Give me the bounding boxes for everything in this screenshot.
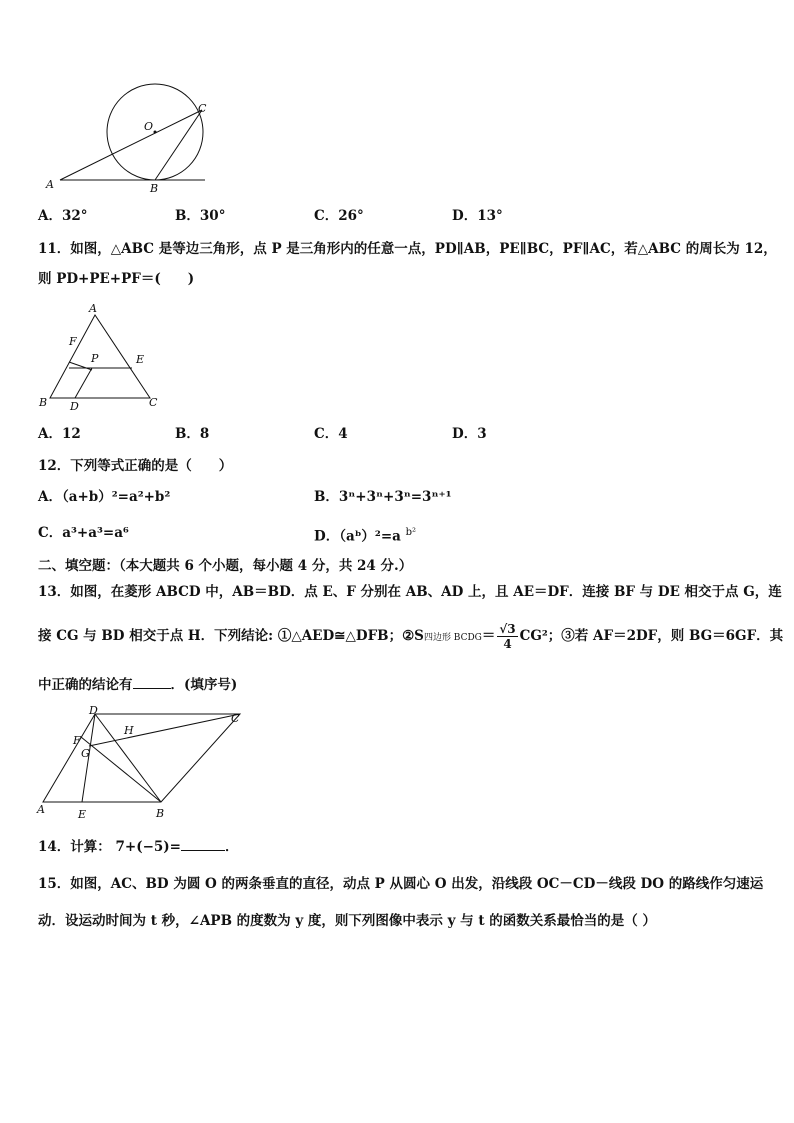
q11-label-d: D — [70, 400, 79, 413]
q11-figure — [35, 300, 170, 415]
q13-line2-part-a: 接 CG 与 BD 相交于点 H．下列结论: ①△AED≅△DFB；②S — [38, 628, 424, 644]
q10-option-b: B．30° — [175, 208, 226, 224]
q11-option-d: D．3 — [452, 426, 487, 442]
q10-label-b: B — [150, 182, 159, 195]
q12-option-c: C．a³+a³=a⁶ — [38, 525, 129, 541]
q13-label-h: H — [124, 724, 134, 737]
q10-label-a: A — [46, 178, 54, 191]
q12-option-d-exponent: b² — [405, 527, 417, 538]
q13-line2-part-b: CG²；③若 AF＝2DF，则 BG＝6GF．其 — [519, 628, 784, 644]
q11-label-f: F — [69, 335, 77, 348]
q13-label-g: G — [81, 747, 90, 760]
q11-stem-line1: 11．如图，△ABC 是等边三角形，点 P 是三角形内的任意一点，PD∥AB，PE∥BC，PF∥AC，若△ABC 的周长为 12， — [38, 241, 777, 257]
q10-line-ac — [60, 110, 202, 180]
q12-option-d — [314, 524, 416, 546]
q14-stem — [38, 838, 238, 856]
q10-label-o: O — [144, 120, 154, 133]
q11-stem-line2: 则 PD+PE+PF＝( ) — [38, 271, 195, 287]
q11-label-e: E — [136, 353, 145, 366]
q14-answer-blank[interactable] — [181, 838, 225, 851]
q12-option-b: B．3ⁿ+3ⁿ+3ⁿ=3ⁿ⁺¹ — [314, 489, 452, 505]
q13-label-a: A — [37, 803, 45, 816]
q11-label-a: A — [89, 302, 97, 315]
q11-option-c: C．4 — [314, 426, 348, 442]
q15-stem-line1: 15．如图，AC、BD 为圆 O 的两条垂直的直径，动点 P 从圆心 O 出发，沿线段 OC－CD－线段 DO 的路线作匀速运 — [38, 876, 764, 892]
q13-label-d: D — [89, 704, 98, 717]
q10-line-bc — [155, 110, 202, 180]
q10-center-dot — [154, 131, 157, 134]
q13-line3-end: ．(填序号) — [170, 677, 238, 693]
q13-equals: ＝ — [481, 628, 496, 644]
q13-fraction-numerator: √3 — [499, 622, 516, 636]
q13-label-e: E — [78, 808, 87, 821]
q11-label-c: C — [149, 396, 158, 409]
q13-label-c: C — [231, 712, 240, 725]
q13-fraction-denominator: 4 — [503, 637, 512, 651]
q13-line-cg — [89, 714, 240, 746]
q11-option-b: B．8 — [175, 426, 210, 442]
q13-label-f: F — [73, 734, 81, 747]
q13-area-subscript: 四边形 BCDG — [423, 633, 482, 643]
q14-stem-text: 14．计算： 7+(−5)= — [38, 839, 181, 855]
q13-figure — [35, 702, 245, 824]
q12-option-a: A．（a+b）²=a²+b² — [38, 489, 171, 505]
q13-fraction — [497, 622, 517, 651]
q10-option-d: D．13° — [452, 208, 503, 224]
q12-option-d-main: D．（aᵇ）²=a — [314, 528, 401, 545]
q12-stem: 12．下列等式正确的是（ ） — [38, 458, 233, 474]
q11-label-b: B — [39, 396, 48, 409]
q13-stem-line3 — [38, 676, 237, 694]
q10-figure — [40, 80, 230, 200]
q14-stem-end: ． — [224, 839, 239, 855]
q10-option-c: C．26° — [314, 208, 364, 224]
q13-line3-text: 中正确的结论有 — [38, 677, 133, 693]
q10-label-c: C — [198, 102, 207, 115]
q11-line-pf — [69, 362, 92, 370]
q13-line-bf — [81, 737, 161, 802]
q13-rhombus-abcd — [43, 714, 240, 802]
q13-stem-line1: 13．如图，在菱形 ABCD 中，AB＝BD．点 E、F 分别在 AB、AD 上，且 AE＝DF．连接 BF 与 DE 相交于点 G，连 — [38, 584, 782, 600]
q13-answer-blank[interactable] — [133, 676, 171, 689]
q11-line-pd — [75, 368, 92, 398]
q13-stem-line2 — [38, 622, 783, 651]
q11-label-p: P — [91, 352, 99, 365]
q13-label-b: B — [156, 807, 165, 820]
q15-stem-line2: 动．设运动时间为 t 秒，∠APB 的度数为 y 度，则下列图像中表示 y 与 t 的函数关系最恰当的是（ ） — [38, 913, 657, 929]
q11-triangle-abc — [50, 315, 150, 398]
section-2-heading: 二、填空题：（本大题共 6 个小题，每小题 4 分，共 24 分.） — [38, 558, 413, 574]
q10-option-a: A．32° — [38, 208, 88, 224]
q11-option-a: A．12 — [38, 426, 81, 442]
